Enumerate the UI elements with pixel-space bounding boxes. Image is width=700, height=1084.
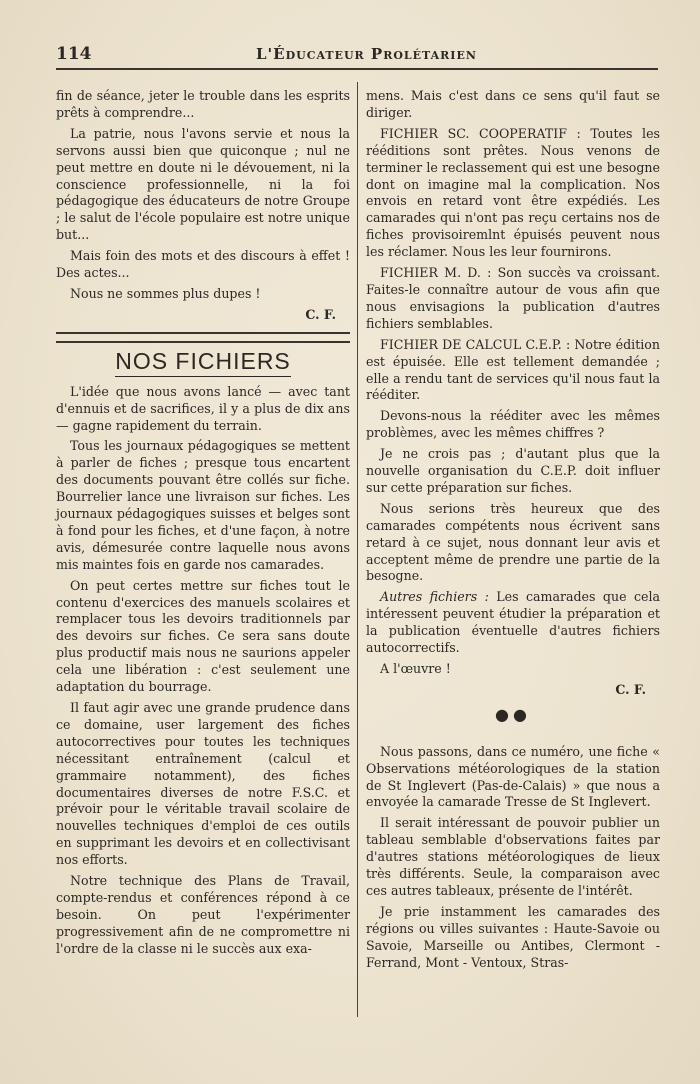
paragraph: Devons-nous la rééditer avec les mêmes problèmes, avec les mêmes chiffres ? <box>366 408 660 441</box>
page-number: 114 <box>56 44 92 64</box>
section-title <box>56 347 350 374</box>
signature: C. F. <box>305 306 336 322</box>
left-column <box>56 88 350 962</box>
separator-dots: ●● <box>495 704 531 724</box>
paragraph: Nous passons, dans ce numéro, une fiche « Observations météorologiques de la station de St Inglevert (Pas-de-Calais) » que nous a envoyée la camarade Tresse de St Inglevert. <box>366 743 660 810</box>
paragraph: Il faut agir avec une grande prudence dans ce domaine, user largement des fiches autocorrectives pour toutes les techniques nécessitant entraînement (calcul et grammaire notamment), des fiches documentaires diverses de notre F.S.C. et prévoir pour le véritable travail scolaire de nouvelles techniques d'emploi de ces outils en supprimant les devoirs et en collectivisant nos efforts. <box>56 700 350 868</box>
section-divider <box>56 332 350 343</box>
paragraph: La patrie, nous l'avons servie et nous la servons aussi bien que quiconque ; nul ne peut mettre en doute ni le dévouement, ni la conscience professionnelle, ni la foi pédagogique des éducateurs de notre Groupe ; le salut de l'école populaire est notre unique but... <box>56 125 350 243</box>
paragraph: mens. Mais c'est dans ce sens qu'il faut se diriger. <box>366 88 660 120</box>
paragraph: On peut certes mettre sur fiches tout le contenu d'exercices des manuels scolaires et remplacer tous les devoirs traditionnels par des devoirs sur fiches. Ce sera sans doute plus productif mais nous ne saurions appeler cela une libération : c'est seulement une adaptation du bourrage. <box>56 577 350 695</box>
page-header <box>56 44 658 70</box>
paragraph: FICHIER DE CALCUL C.E.P. : Notre édition est épuisée. Elle est tellement demandée ; elle a rendu tant de services qu'il nous faut la rééditer. <box>366 336 660 403</box>
paragraph: Je prie instamment les camarades des régions ou villes suivantes : Haute-Savoie ou Savoie, Marseille ou Antibes, Clermont - Ferrand, Mont - Ventoux, Stras- <box>366 903 660 970</box>
paragraph: A l'œuvre ! <box>380 661 451 676</box>
paragraph: fin de séance, jeter le trouble dans les esprits prêts à comprendre... <box>56 88 350 120</box>
paragraph: L'idée que nous avons lancé — avec tant d'ennuis et de sacrifices, il y a plus de dix ans — gagne rapidement du terrain. <box>56 383 350 433</box>
section-title-text: NOS FICHIERS <box>115 348 291 377</box>
paragraph <box>366 589 660 657</box>
paragraph: Nous serions très heureux que des camarades compétents nous écrivent sans retard à ce sujet, nous donnant leur avis et acceptent même de prendre une partie de la besogne. <box>366 500 660 584</box>
paragraph: Tous les journaux pédagogiques se mettent à parler de fiches ; presque tous encartent des documents pouvant être collés sur fiche. Bourrelier lance une livraison sur fiches. Les journaux pédagogiques suisses et belges sont à fond pour les fiches, et d'une façon, à notre avis, démesurée contre laquelle nous avons mis maintes fois en garde nos camarades. <box>56 438 350 572</box>
paragraph: FICHIER M. D. : Son succès va croissant. Faites-le connaître autour de vous afin que nous envisagions la publication d'autres fichiers semblables. <box>366 265 660 331</box>
paragraph: Je ne crois pas ; d'autant plus que la nouvelle organisation du C.E.P. doit influer sur cette préparation sur fiches. <box>366 446 660 495</box>
column-divider <box>357 82 358 1017</box>
paragraph-text: Les camarades que cela intéressent peuvent étudier la préparation et la publication éventuelle d'autres fichiers autocorrectifs. <box>366 589 660 656</box>
right-column <box>366 88 660 976</box>
header-rule <box>56 68 658 70</box>
paragraph: Il serait intéressant de pouvoir publier un tableau semblable d'observations faites par d'autres stations météorologiques de lieux très différents. Seule, la comparaison avec ces autres tableaux, présente de l'intérêt. <box>366 815 660 898</box>
running-title: L'Éducateur Prolétarien <box>256 45 477 63</box>
signature: C. F. <box>615 681 646 697</box>
paragraph: Notre technique des Plans de Travail, compte-rendus et conférences répond à ce besoin. On peut l'expérimenter progressivement afin de ne compromettre ni l'ordre de la classe ni le succès aux exa- <box>56 873 350 956</box>
paragraph: Nous ne sommes plus dupes ! <box>70 285 261 301</box>
italic-lead: Autres fichiers : <box>380 589 489 605</box>
paragraph: FICHIER SC. COOPERATIF : Toutes les rééditions sont prêtes. Nous venons de terminer le reclassement qui est une besogne dont on imagine mal la complication. Nos envois en retard vont être expédiés. Les camarades qui n'ont pas reçu certains nos de fiches provisoiremlnt épuisés peuvent nous les réclamer. Nous les leur fournirons. <box>366 125 660 260</box>
paragraph: Mais foin des mots et des discours à effet ! Des actes... <box>56 248 350 281</box>
